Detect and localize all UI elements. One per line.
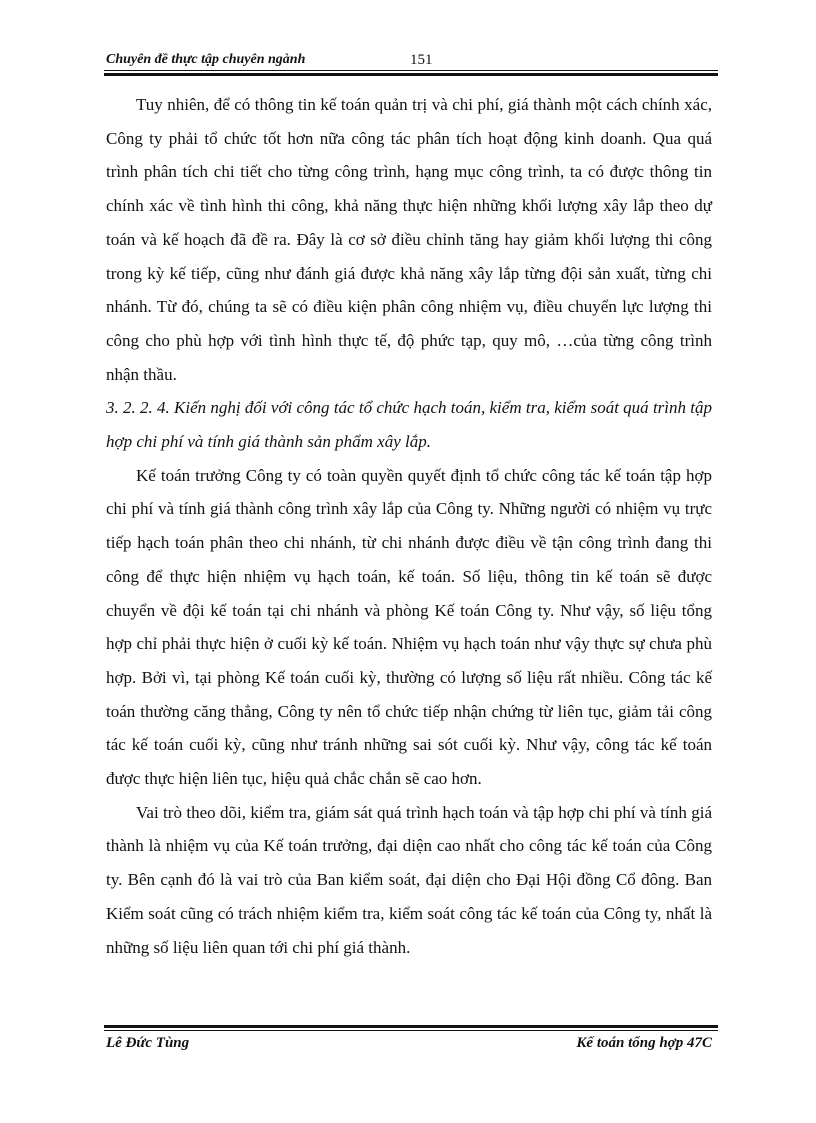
- page-body: [106, 88, 712, 964]
- page-footer: [106, 1035, 712, 1055]
- paragraph-3: Vai trò theo dõi, kiểm tra, giám sát quá trình hạch toán và tập hợp chi phí và tính giá thành là nhiệm vụ của Kế toán trưởng, đại diện cao nhất cho công tác kế toán của Công ty. Bên cạnh đó là vai trò của Ban kiểm soát, đại diện cho Đại Hội đồng Cổ đông. Ban Kiểm soát cũng có trách nhiệm kiểm tra, kiểm soát công tác kế toán của Công ty, nhất là những số liệu liên quan tới chi phí giá thành.: [106, 802, 712, 957]
- footer-department: Kế toán tổng hợp 47C: [576, 1035, 712, 1051]
- page-number: 151: [410, 52, 433, 68]
- header-rule-thick: [104, 73, 718, 76]
- section-heading: 3. 2. 2. 4. Kiến nghị đối với công tác tổ chức hạch toán, kiểm tra, kiểm soát quá trình tập hợp chi phí và tính giá thành sản phẩm xây lắp.: [106, 398, 712, 452]
- footer-rule-thin: [104, 1030, 718, 1031]
- footer-author: Lê Đức Tùng: [106, 1035, 190, 1051]
- footer-rule-thick: [104, 1025, 718, 1028]
- paragraph-2: Kế toán trưởng Công ty có toàn quyền quyết định tổ chức công tác kế toán tập hợp chi phí và tính giá thành công trình xây lắp của Công ty. Những người có nhiệm vụ trực tiếp hạch toán phân theo chi nhánh, từ chi nhánh được điều về tận công trình đang thi công để thực hiện nhiệm vụ hạch toán, kế toán. Số liệu, thông tin kế toán sẽ được chuyển về đội kế toán tại chi nhánh và phòng Kế toán Công ty. Như vậy, số liệu tổng hợp chỉ phải thực hiện ở cuối kỳ kế toán. Nhiệm vụ hạch toán như vậy thực sự chưa phù hợp. Bởi vì, tại phòng Kế toán cuối kỳ, thường có lượng số liệu rất nhiều. Công tác kế toán thường căng thẳng, Công ty nên tổ chức tiếp nhận chứng từ liên tục, giảm tải công tác kế toán cuối kỳ, cũng như tránh những sai sót cuối kỳ. Như vậy, công tác kế toán được thực hiện liên tục, hiệu quả chắc chắn sẽ cao hơn.: [106, 465, 712, 789]
- header-rule-thin: [104, 70, 718, 71]
- document-title: Chuyên đề thực tập chuyên ngành: [106, 52, 306, 67]
- page-header: [106, 52, 718, 72]
- paragraph-1: Tuy nhiên, để có thông tin kế toán quản trị và chi phí, giá thành một cách chính xác, Công ty phải tổ chức tốt hơn nữa công tác phân tích hoạt động kinh doanh. Qua quá trình phân tích chi tiết cho từng công trình, hạng mục công trình, ta có được thông tin chính xác về tình hình thi công, khả năng thực hiện những khối lượng xây lắp theo dự toán và kế hoạch đã đề ra. Đây là cơ sở điều chỉnh tăng hay giảm khối lượng thi công trong kỳ kế tiếp, cũng như đánh giá được khả năng xây lắp từng đội sản xuất, từng chi nhánh. Từ đó, chúng ta sẽ có điều kiện phân công nhiệm vụ, điều chuyển lực lượng thi công cho phù hợp với tình hình thực tế, độ phức tạp, quy mô, …của từng công trình nhận thầu.: [106, 95, 712, 384]
